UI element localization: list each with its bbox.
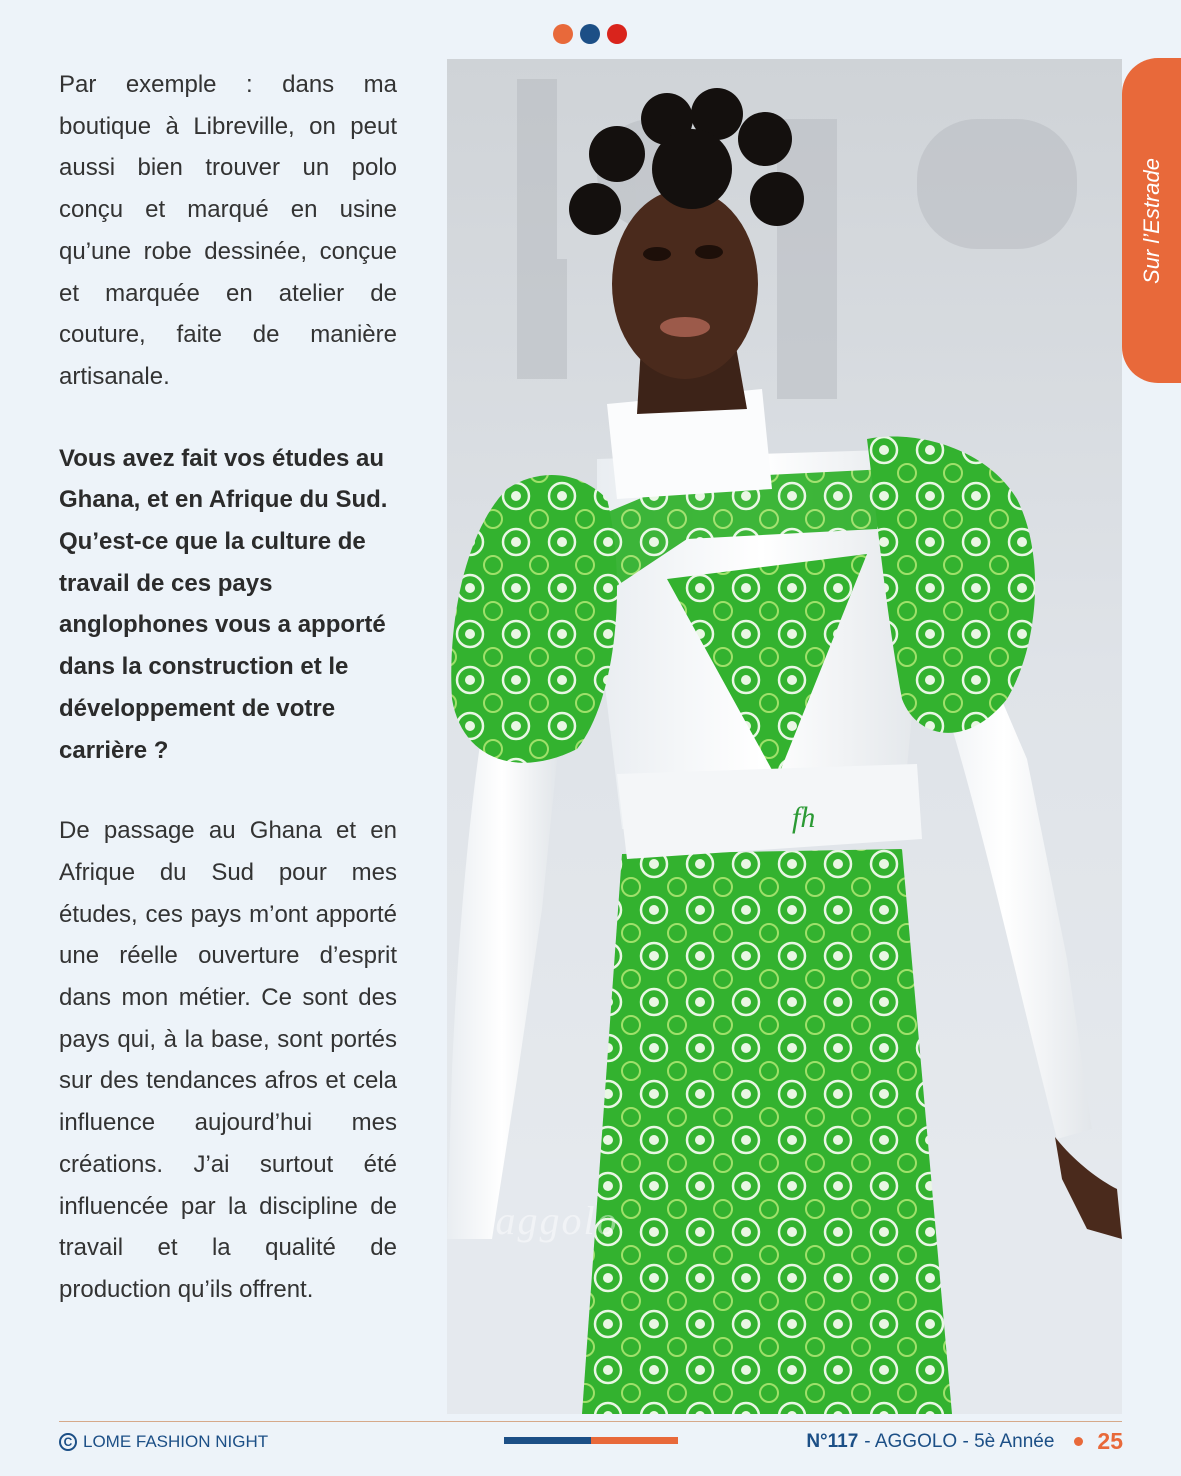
svg-text:fh: fh [792,801,816,834]
answer-paragraph: De passage au Ghana et en Afrique du Sud pour mes études, ces pays m’ont apporté une réelle ouverture d’esprit dans mon métier. Ce sont des pays qui, à la base, sont portés sur des tendances afros et cela influence aujourd’hui mes créations. J’ai surtout été influencée par la discipline de travail et la qualité de production qu’ils offrent. [59,817,397,1303]
red-dot [607,24,627,44]
footer-bar-blue [504,1437,591,1444]
page-number: 25 [1097,1428,1123,1454]
issue-details: - AGGOLO - 5è Année [864,1430,1055,1452]
blue-dot [580,24,600,44]
article-text-column [59,64,397,1311]
runway-model-photo [447,59,1122,1414]
photo-watermark: aggolo [495,1198,619,1243]
intro-paragraph: Par exemple : dans ma boutique à Libreville, on peut aussi bien trouver un polo conçu et marqué en usine qu’une robe dessinée, conçue et marquée en atelier de couture, faite de manière artisanale. [59,71,397,390]
footer-right [806,1428,1123,1455]
interview-question: Vous avez fait vos études au Ghana, et en Afrique du Sud. Qu’est-ce que la culture de travail de ces pays anglophones vous a apporté dans la construction et le développement de votre carrière ? [59,444,388,764]
footer-color-bar [504,1437,678,1444]
section-tab-label: Sur l’Estrade [1138,157,1164,284]
copyright-icon: C [59,1433,77,1451]
footer-left [59,1432,268,1452]
footer-bar-orange [591,1437,678,1444]
decorative-dots [553,24,627,44]
orange-dot [553,24,573,44]
bullet-icon [1074,1437,1083,1446]
section-tab [1122,58,1181,383]
footer-divider [59,1421,1122,1422]
footer-brand-label: LOME FASHION NIGHT [83,1432,269,1451]
issue-number: N°117 [806,1430,859,1452]
